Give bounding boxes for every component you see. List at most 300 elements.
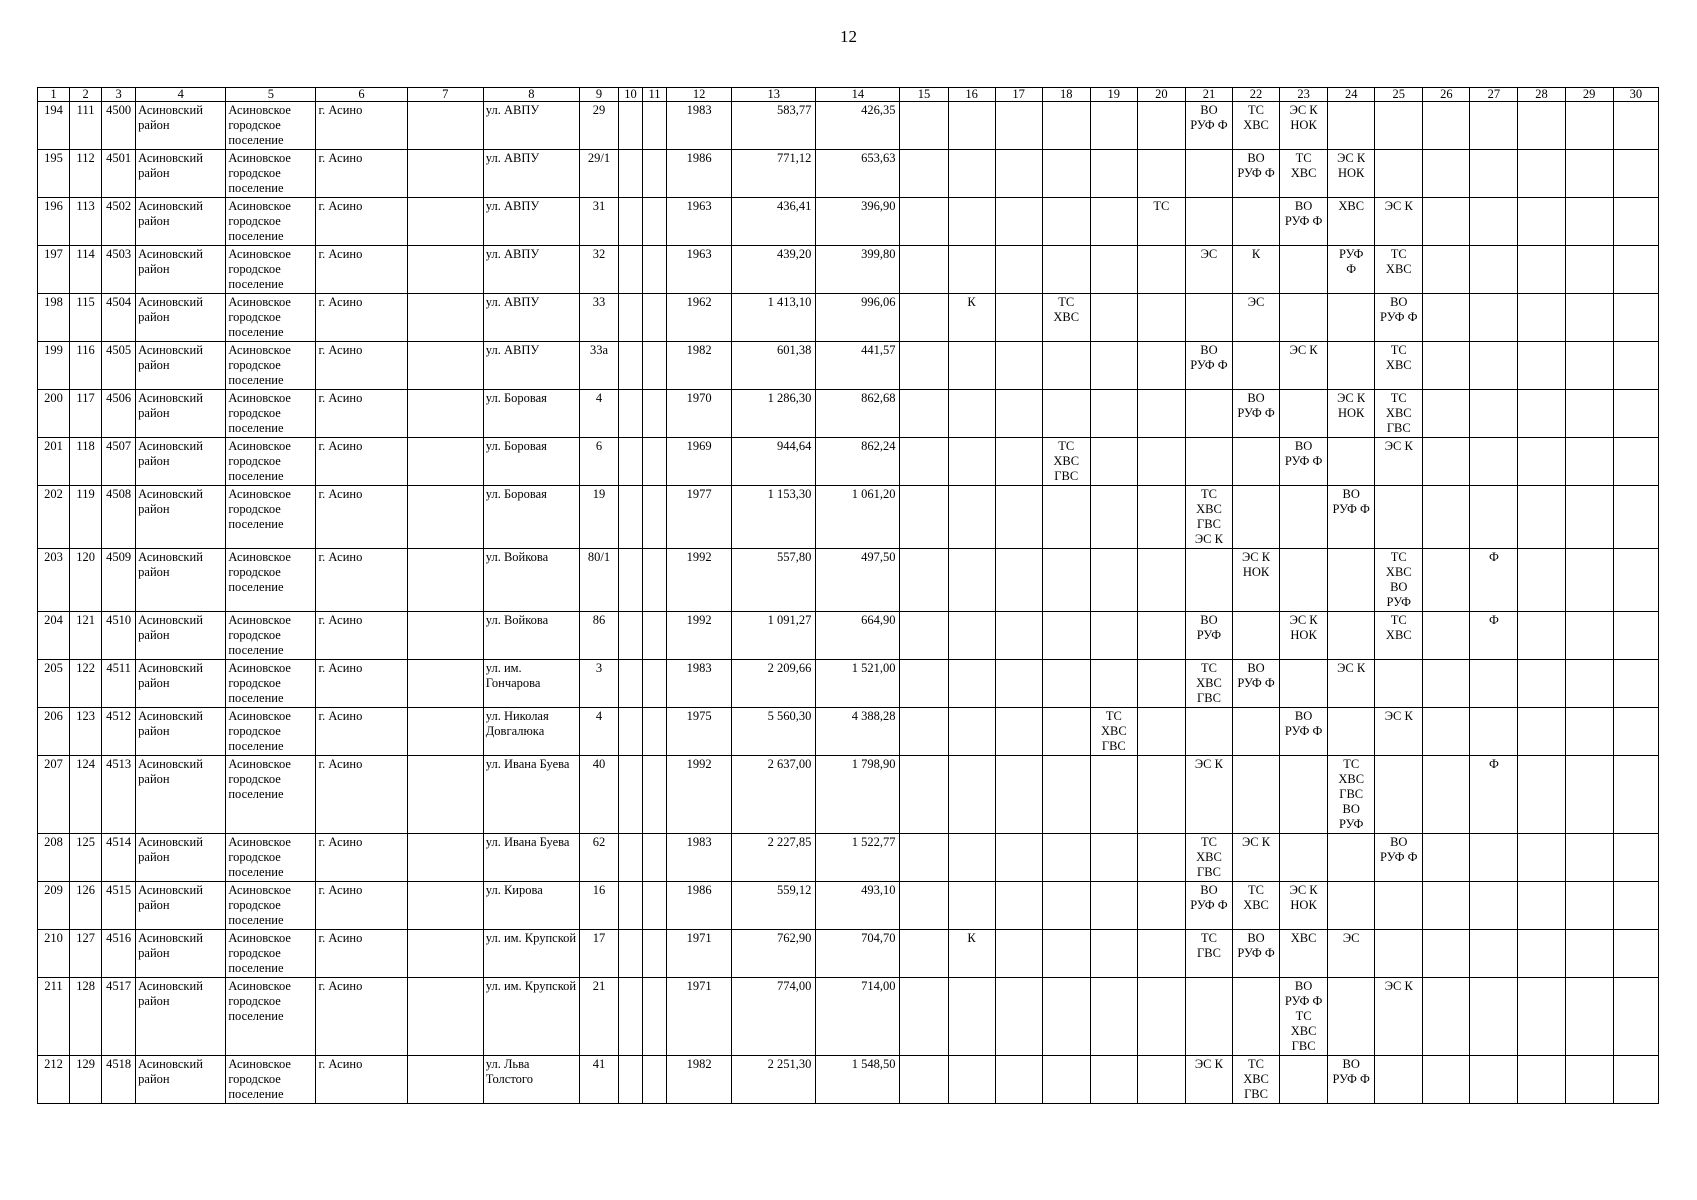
cell-col-9: 4 [579,708,618,756]
cell-col-15 [900,390,948,438]
cell-col-28 [1518,660,1565,708]
cell-col-22: ВО РУФ Ф [1233,150,1280,198]
cell-col-3: 4508 [102,486,136,549]
column-header-29: 29 [1565,88,1613,102]
cell-col-9: 16 [579,882,618,930]
cell-col-27 [1470,150,1518,198]
cell-col-5: Асиновское городское поселение [226,549,316,612]
cell-col-7 [407,834,483,882]
column-header-1: 1 [38,88,70,102]
cell-col-19 [1090,438,1137,486]
cell-col-28 [1518,612,1565,660]
cell-col-16 [948,102,995,150]
cell-col-26 [1423,390,1470,438]
cell-col-7 [407,612,483,660]
cell-col-23: ВО РУФ Ф [1280,198,1328,246]
cell-col-19 [1090,612,1137,660]
table-row [38,294,1659,342]
cell-col-13: 1 413,10 [732,294,816,342]
cell-col-9: 6 [579,438,618,486]
column-header-15: 15 [900,88,948,102]
column-header-24: 24 [1328,88,1375,102]
cell-col-19 [1090,834,1137,882]
cell-col-18 [1042,150,1090,198]
cell-col-16 [948,549,995,612]
cell-col-15 [900,1056,948,1104]
cell-col-17 [995,756,1042,834]
cell-col-2: 120 [70,549,102,612]
cell-col-30 [1613,549,1658,612]
cell-col-25: ТС ХВС [1375,612,1423,660]
cell-col-2: 114 [70,246,102,294]
cell-col-17 [995,930,1042,978]
cell-col-13: 944,64 [732,438,816,486]
cell-col-30 [1613,978,1658,1056]
cell-col-12: 1992 [667,549,732,612]
cell-col-28 [1518,342,1565,390]
cell-col-27 [1470,198,1518,246]
cell-col-15 [900,486,948,549]
cell-col-23: ТС ХВС [1280,150,1328,198]
cell-col-27 [1470,1056,1518,1104]
cell-col-19 [1090,294,1137,342]
cell-col-18 [1042,549,1090,612]
cell-col-12: 1969 [667,438,732,486]
cell-col-27 [1470,660,1518,708]
cell-col-26 [1423,660,1470,708]
cell-col-24: ЭС К [1328,660,1375,708]
cell-col-11 [643,1056,667,1104]
cell-col-26 [1423,978,1470,1056]
column-header-28: 28 [1518,88,1565,102]
cell-col-12: 1971 [667,930,732,978]
cell-col-5: Асиновское городское поселение [226,834,316,882]
cell-col-29 [1565,246,1613,294]
cell-col-18 [1042,102,1090,150]
cell-col-19 [1090,930,1137,978]
cell-col-12: 1970 [667,390,732,438]
cell-col-20 [1137,978,1185,1056]
cell-col-2: 126 [70,882,102,930]
table-row [38,549,1659,612]
cell-col-5: Асиновское городское поселение [226,882,316,930]
cell-col-4: Асиновский район [136,882,226,930]
cell-col-17 [995,549,1042,612]
cell-col-17 [995,978,1042,1056]
cell-col-29 [1565,1056,1613,1104]
cell-col-16 [948,708,995,756]
cell-col-15 [900,102,948,150]
cell-col-20 [1137,150,1185,198]
cell-col-2: 118 [70,438,102,486]
cell-col-6: г. Асино [316,438,407,486]
cell-col-10 [619,549,643,612]
cell-col-22 [1233,438,1280,486]
cell-col-21 [1185,708,1232,756]
cell-col-23: ЭС К НОК [1280,612,1328,660]
cell-col-3: 4517 [102,978,136,1056]
cell-col-26 [1423,198,1470,246]
cell-col-21: ТС ХВС ГВС [1185,834,1232,882]
cell-col-30 [1613,660,1658,708]
cell-col-10 [619,978,643,1056]
cell-col-27 [1470,978,1518,1056]
cell-col-1: 197 [38,246,70,294]
cell-col-29 [1565,390,1613,438]
cell-col-29 [1565,834,1613,882]
cell-col-21: ТС ХВС ГВС ЭС К [1185,486,1232,549]
cell-col-18 [1042,882,1090,930]
cell-col-16 [948,486,995,549]
cell-col-1: 211 [38,978,70,1056]
cell-col-25: ЭС К [1375,198,1423,246]
cell-col-2: 121 [70,612,102,660]
cell-col-24: ЭС К НОК [1328,390,1375,438]
cell-col-26 [1423,708,1470,756]
column-header-7: 7 [407,88,483,102]
cell-col-8: ул. АВПУ [483,294,579,342]
cell-col-5: Асиновское городское поселение [226,390,316,438]
cell-col-8: ул. Николая Довгалюка [483,708,579,756]
cell-col-3: 4505 [102,342,136,390]
cell-col-3: 4510 [102,612,136,660]
cell-col-16 [948,342,995,390]
cell-col-12: 1986 [667,882,732,930]
table-row [38,612,1659,660]
cell-col-13: 2 227,85 [732,834,816,882]
cell-col-17 [995,294,1042,342]
cell-col-17 [995,882,1042,930]
column-header-4: 4 [136,88,226,102]
cell-col-9: 33а [579,342,618,390]
cell-col-12: 1983 [667,834,732,882]
cell-col-28 [1518,834,1565,882]
table-row [38,390,1659,438]
cell-col-22 [1233,486,1280,549]
cell-col-27 [1470,486,1518,549]
cell-col-22: ТС ХВС ГВС [1233,1056,1280,1104]
cell-col-27 [1470,102,1518,150]
table-row [38,246,1659,294]
cell-col-8: ул. им. Крупской [483,978,579,1056]
column-header-21: 21 [1185,88,1232,102]
cell-col-5: Асиновское городское поселение [226,612,316,660]
table-row [38,834,1659,882]
cell-col-2: 125 [70,834,102,882]
cell-col-9: 29/1 [579,150,618,198]
cell-col-16 [948,438,995,486]
cell-col-28 [1518,978,1565,1056]
cell-col-29 [1565,930,1613,978]
cell-col-24 [1328,882,1375,930]
cell-col-2: 123 [70,708,102,756]
cell-col-26 [1423,930,1470,978]
cell-col-28 [1518,246,1565,294]
cell-col-20 [1137,930,1185,978]
cell-col-6: г. Асино [316,834,407,882]
cell-col-11 [643,708,667,756]
cell-col-8: ул. АВПУ [483,246,579,294]
cell-col-14: 426,35 [816,102,900,150]
cell-col-18 [1042,342,1090,390]
table-row [38,756,1659,834]
cell-col-26 [1423,756,1470,834]
cell-col-29 [1565,708,1613,756]
cell-col-14: 396,90 [816,198,900,246]
cell-col-23 [1280,486,1328,549]
cell-col-25: ТС ХВС ГВС [1375,390,1423,438]
cell-col-17 [995,438,1042,486]
cell-col-18 [1042,486,1090,549]
cell-col-9: 62 [579,834,618,882]
cell-col-6: г. Асино [316,549,407,612]
cell-col-27 [1470,390,1518,438]
cell-col-24: ВО РУФ Ф [1328,486,1375,549]
cell-col-20 [1137,708,1185,756]
cell-col-9: 31 [579,198,618,246]
cell-col-22: ТС ХВС [1233,882,1280,930]
cell-col-11 [643,660,667,708]
cell-col-21: ВО РУФ Ф [1185,342,1232,390]
cell-col-11 [643,486,667,549]
cell-col-24: ВО РУФ Ф [1328,1056,1375,1104]
cell-col-25 [1375,660,1423,708]
cell-col-20 [1137,834,1185,882]
cell-col-26 [1423,342,1470,390]
table-row [38,438,1659,486]
cell-col-1: 200 [38,390,70,438]
cell-col-4: Асиновский район [136,834,226,882]
cell-col-10 [619,150,643,198]
cell-col-26 [1423,102,1470,150]
cell-col-12: 1992 [667,756,732,834]
cell-col-23 [1280,294,1328,342]
cell-col-6: г. Асино [316,660,407,708]
cell-col-25 [1375,150,1423,198]
cell-col-18 [1042,1056,1090,1104]
cell-col-19 [1090,150,1137,198]
table-row [38,708,1659,756]
cell-col-20 [1137,756,1185,834]
cell-col-8: ул. Кирова [483,882,579,930]
cell-col-14: 1 061,20 [816,486,900,549]
cell-col-18 [1042,930,1090,978]
cell-col-24 [1328,342,1375,390]
page-number: 12 [840,27,857,46]
cell-col-24 [1328,708,1375,756]
cell-col-9: 29 [579,102,618,150]
cell-col-16 [948,612,995,660]
cell-col-26 [1423,612,1470,660]
cell-col-5: Асиновское городское поселение [226,102,316,150]
cell-col-28 [1518,390,1565,438]
cell-col-8: ул. им. Гончарова [483,660,579,708]
cell-col-25: ТС ХВС [1375,246,1423,294]
cell-col-30 [1613,1056,1658,1104]
cell-col-5: Асиновское городское поселение [226,486,316,549]
cell-col-5: Асиновское городское поселение [226,756,316,834]
cell-col-17 [995,102,1042,150]
cell-col-13: 436,41 [732,198,816,246]
cell-col-7 [407,342,483,390]
cell-col-30 [1613,486,1658,549]
cell-col-22 [1233,756,1280,834]
cell-col-19 [1090,246,1137,294]
cell-col-9: 17 [579,930,618,978]
cell-col-27 [1470,834,1518,882]
cell-col-29 [1565,438,1613,486]
cell-col-6: г. Асино [316,930,407,978]
cell-col-26 [1423,1056,1470,1104]
cell-col-18 [1042,612,1090,660]
cell-col-17 [995,342,1042,390]
cell-col-16 [948,756,995,834]
cell-col-2: 117 [70,390,102,438]
column-header-5: 5 [226,88,316,102]
cell-col-13: 583,77 [732,102,816,150]
cell-col-28 [1518,1056,1565,1104]
cell-col-9: 3 [579,660,618,708]
table-body [38,102,1659,1104]
cell-col-24 [1328,549,1375,612]
cell-col-9: 32 [579,246,618,294]
cell-col-17 [995,150,1042,198]
cell-col-30 [1613,390,1658,438]
cell-col-1: 210 [38,930,70,978]
cell-col-1: 195 [38,150,70,198]
cell-col-12: 1962 [667,294,732,342]
cell-col-1: 202 [38,486,70,549]
cell-col-23 [1280,549,1328,612]
cell-col-24: ЭС [1328,930,1375,978]
cell-col-15 [900,438,948,486]
cell-col-10 [619,612,643,660]
cell-col-21 [1185,294,1232,342]
cell-col-17 [995,834,1042,882]
cell-col-3: 4514 [102,834,136,882]
cell-col-7 [407,246,483,294]
cell-col-17 [995,246,1042,294]
cell-col-2: 116 [70,342,102,390]
cell-col-5: Асиновское городское поселение [226,708,316,756]
cell-col-9: 86 [579,612,618,660]
cell-col-25 [1375,1056,1423,1104]
cell-col-11 [643,102,667,150]
cell-col-23 [1280,246,1328,294]
cell-col-11 [643,150,667,198]
column-header-3: 3 [102,88,136,102]
cell-col-3: 4502 [102,198,136,246]
cell-col-13: 1 286,30 [732,390,816,438]
cell-col-15 [900,834,948,882]
cell-col-22 [1233,708,1280,756]
cell-col-16: К [948,294,995,342]
cell-col-18: ТС ХВС [1042,294,1090,342]
cell-col-9: 80/1 [579,549,618,612]
cell-col-10 [619,390,643,438]
cell-col-24: ТС ХВС ГВС ВО РУФ [1328,756,1375,834]
cell-col-21 [1185,150,1232,198]
cell-col-1: 207 [38,756,70,834]
cell-col-6: г. Асино [316,882,407,930]
cell-col-5: Асиновское городское поселение [226,438,316,486]
cell-col-6: г. Асино [316,342,407,390]
cell-col-18 [1042,708,1090,756]
cell-col-5: Асиновское городское поселение [226,150,316,198]
cell-col-23 [1280,1056,1328,1104]
cell-col-30 [1613,756,1658,834]
cell-col-14: 1 798,90 [816,756,900,834]
cell-col-12: 1982 [667,342,732,390]
cell-col-10 [619,834,643,882]
cell-col-27 [1470,930,1518,978]
cell-col-21: ЭС [1185,246,1232,294]
table-row [38,660,1659,708]
cell-col-29 [1565,150,1613,198]
column-header-2: 2 [70,88,102,102]
cell-col-19 [1090,660,1137,708]
cell-col-4: Асиновский район [136,978,226,1056]
cell-col-25: ВО РУФ Ф [1375,294,1423,342]
cell-col-7 [407,978,483,1056]
cell-col-30 [1613,438,1658,486]
cell-col-4: Асиновский район [136,486,226,549]
cell-col-7 [407,102,483,150]
cell-col-25: ЭС К [1375,708,1423,756]
cell-col-6: г. Асино [316,150,407,198]
cell-col-3: 4516 [102,930,136,978]
cell-col-19 [1090,1056,1137,1104]
cell-col-14: 1 521,00 [816,660,900,708]
cell-col-10 [619,438,643,486]
cell-col-8: ул. Войкова [483,549,579,612]
cell-col-10 [619,198,643,246]
cell-col-28 [1518,756,1565,834]
cell-col-22: К [1233,246,1280,294]
cell-col-17 [995,390,1042,438]
cell-col-10 [619,246,643,294]
cell-col-29 [1565,756,1613,834]
cell-col-15 [900,246,948,294]
cell-col-14: 399,80 [816,246,900,294]
cell-col-5: Асиновское городское поселение [226,342,316,390]
cell-col-15 [900,660,948,708]
cell-col-26 [1423,486,1470,549]
table-row [38,486,1659,549]
column-header-20: 20 [1137,88,1185,102]
cell-col-11 [643,978,667,1056]
cell-col-2: 129 [70,1056,102,1104]
cell-col-14: 664,90 [816,612,900,660]
cell-col-7 [407,390,483,438]
cell-col-16 [948,150,995,198]
column-header-30: 30 [1613,88,1658,102]
table-row [38,102,1659,150]
cell-col-23: ВО РУФ Ф ТС ХВС ГВС [1280,978,1328,1056]
cell-col-29 [1565,549,1613,612]
cell-col-14: 714,00 [816,978,900,1056]
cell-col-22 [1233,342,1280,390]
cell-col-8: ул. Войкова [483,612,579,660]
cell-col-21: ВО РУФ Ф [1185,102,1232,150]
cell-col-10 [619,1056,643,1104]
cell-col-27 [1470,708,1518,756]
cell-col-11 [643,882,667,930]
cell-col-5: Асиновское городское поселение [226,930,316,978]
cell-col-24 [1328,438,1375,486]
cell-col-25 [1375,486,1423,549]
cell-col-11 [643,930,667,978]
